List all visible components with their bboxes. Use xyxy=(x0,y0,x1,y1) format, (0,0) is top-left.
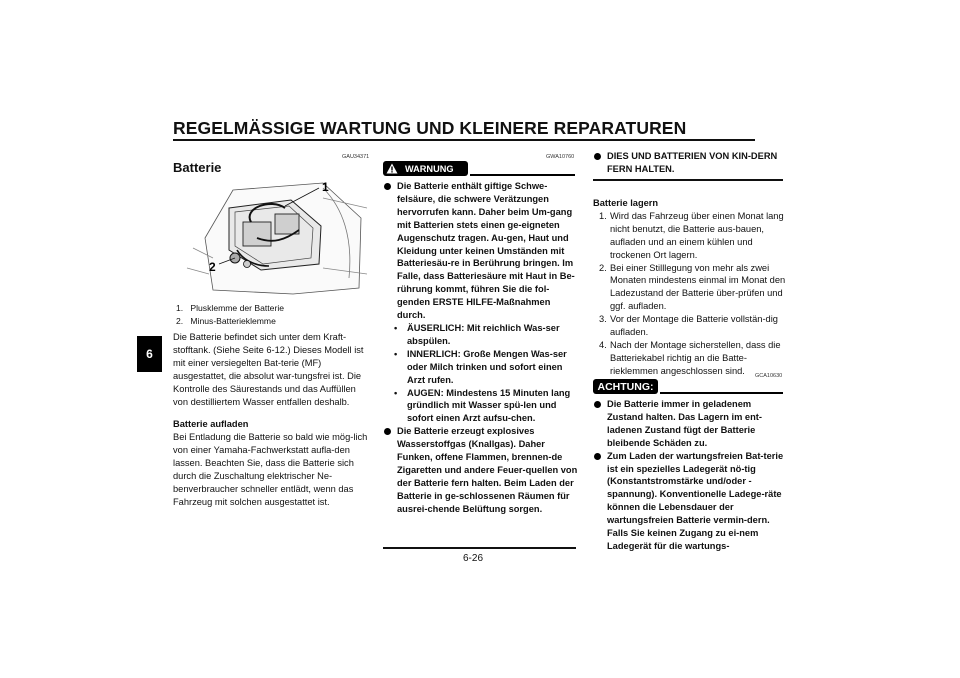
chapter-tab: 6 xyxy=(137,336,162,372)
battery-figure xyxy=(173,178,370,296)
warning-bullet-text: Die Batterie erzeugt explosives Wasserstoffgas (Knallgas). Daher Funken, offene Flammen, brennen-de Zigaretten und andere Feuer-quellen von der Batterie fern halten. Beim Laden der Batterie in ge-schlossenen Räumen für ausrei-chende Belüftung sorgen. xyxy=(397,426,578,514)
charge-text: Bei Entladung die Batterie so bald wie mög-lich von einer Yamaha-Fachwerkstatt aufla-den lassen. Beachten Sie, dass die Batterie sich durch die Zuschaltung elektrischer Ne-benverbraucher schneller entlädt, wenn das Fahrzeug mit solchen ausgestattet ist. xyxy=(173,432,368,507)
warning-triangle-icon xyxy=(386,163,398,174)
callout-1: 1 xyxy=(322,180,329,194)
first-aid-text: AUGEN: Mindestens 15 Minuten lang gründlich mit Wasser spü-len und sofort einen Arzt aufsu-chen. xyxy=(407,387,571,424)
step-number: 3. xyxy=(599,314,607,325)
storage-step xyxy=(593,210,788,262)
caption-item xyxy=(176,315,276,328)
left-column xyxy=(173,331,373,509)
step-number: 2. xyxy=(599,262,607,273)
warning-end-divider xyxy=(383,547,576,549)
first-aid-item xyxy=(383,348,578,387)
warning-bullet-text: Die Batterie enthält giftige Schwe-felsäure, die schwere Verätzungen hervorrufen kann. Daher beim Um-gang mit Batterien stets einen ge-eigneten Augenschutz tragen. Au-gen, Haut und Kleidung unter keinen Umständen mit Batteriesäu-re in Berührung bringen. Im Falle, dass Batteriesäure mit Haut in Be-rührung kommt, führen Sie die fol-genden ERSTE HILFE-Maßnahmen durch. xyxy=(397,181,575,321)
bullet-icon xyxy=(594,453,601,460)
bullet-icon: • xyxy=(394,348,398,359)
caption-item xyxy=(176,302,284,315)
title-divider xyxy=(173,139,755,141)
bullet-icon: • xyxy=(394,322,398,333)
bullet-icon xyxy=(594,401,601,408)
warning-body xyxy=(383,180,578,516)
caption-text: Plusklemme der Batterie xyxy=(190,303,285,313)
step-text: Bei einer Stilllegung von mehr als zwei Monaten mindestens einmal im Monat den Ladezustand der Batterie über-prüfen und ggf. aufladen. xyxy=(610,262,786,312)
reference-code: GAU34371 xyxy=(342,154,370,160)
storage-step xyxy=(593,339,788,378)
caption-number: 2. xyxy=(176,316,184,326)
warning-bullet xyxy=(383,180,578,322)
bullet-icon xyxy=(384,428,391,435)
storage-step xyxy=(593,313,788,339)
page-number: 6-26 xyxy=(463,553,484,564)
charge-heading: Batterie aufladen xyxy=(173,419,249,430)
bullet-icon: • xyxy=(394,387,398,398)
bullet-icon xyxy=(594,153,601,160)
reference-code: GWA10760 xyxy=(546,154,575,160)
caution-divider xyxy=(660,392,783,394)
warning-label: WARNUNG xyxy=(405,163,454,174)
reference-code: GCA10630 xyxy=(755,373,783,379)
warning-continuation xyxy=(593,150,788,176)
warning-banner xyxy=(383,161,468,176)
caution-banner: ACHTUNG: xyxy=(593,379,658,394)
caption-number: 1. xyxy=(176,303,184,313)
caution-body xyxy=(593,398,788,553)
step-text: Vor der Montage die Batterie vollstän-dig aufladen. xyxy=(610,314,778,338)
storage-section xyxy=(593,197,788,378)
storage-heading: Batterie lagern xyxy=(593,198,659,208)
caution-bullet xyxy=(593,398,788,450)
step-text: Nach der Montage sicherstellen, dass die Batteriekabel richtig an die Batte-rieklemmen angeschlossen sind. xyxy=(610,339,781,376)
warning-bullet xyxy=(383,425,578,515)
page-title: REGELMÄSSIGE WARTUNG UND KLEINERE REPARATUREN xyxy=(173,118,687,138)
first-aid-text: INNERLICH: Große Mengen Was-ser oder Milch trinken und sofort einen Arzt rufen. xyxy=(407,348,567,385)
warning-divider xyxy=(470,174,575,176)
warning-end-divider xyxy=(593,179,783,181)
first-aid-item xyxy=(383,322,578,348)
section-title: Batterie xyxy=(173,160,222,175)
warning-bullet xyxy=(593,150,788,176)
battery-intro: Die Batterie befindet sich unter dem Kraft-stofftank. (Siehe Seite 6-12.) Dieses Modell ist mit einer versiegelten Bat-terie (MF) ausgestattet, die absolut war-tungsfrei ist. Die Kontrolle des Säurestands und das Auffüllen von destilliertem Wasser entfallen deshalb. xyxy=(173,332,364,407)
step-number: 1. xyxy=(599,210,607,221)
storage-step xyxy=(593,262,788,314)
warning-bullet-text: DIES UND BATTERIEN VON KIN-DERN FERN HALTEN. xyxy=(607,151,778,174)
step-number: 4. xyxy=(599,339,607,350)
caution-bullet-text: Zum Laden der wartungsfreien Bat-terie ist ein spezielles Ladegerät nö-tig (Konstantstromstärke und/oder -spannung). Konventionelle Ladege-räte können die Lebensdauer der wartungsfreien Batterie vermin-dern. Falls Sie keinen Zugang zu ei-nem Ladegerät für die wartungs- xyxy=(607,450,784,551)
bullet-icon xyxy=(384,183,391,190)
caution-bullet-text: Die Batterie immer in geladenem Zustand halten. Das Lagern im ent-ladenen Zustand fügt der Batterie bleibende Schäden zu. xyxy=(607,399,762,448)
caution-bullet xyxy=(593,450,788,553)
first-aid-item xyxy=(383,387,578,426)
first-aid-text: ÄUSERLICH: Mit reichlich Was-ser abspülen. xyxy=(407,322,560,346)
caption-text: Minus-Batterieklemme xyxy=(190,316,276,326)
step-text: Wird das Fahrzeug über einen Monat lang nicht benutzt, die Batterie aus-bauen, aufladen und an einem kühlen und trockenen Ort lagern. xyxy=(610,210,784,260)
callout-2: 2 xyxy=(209,260,216,274)
